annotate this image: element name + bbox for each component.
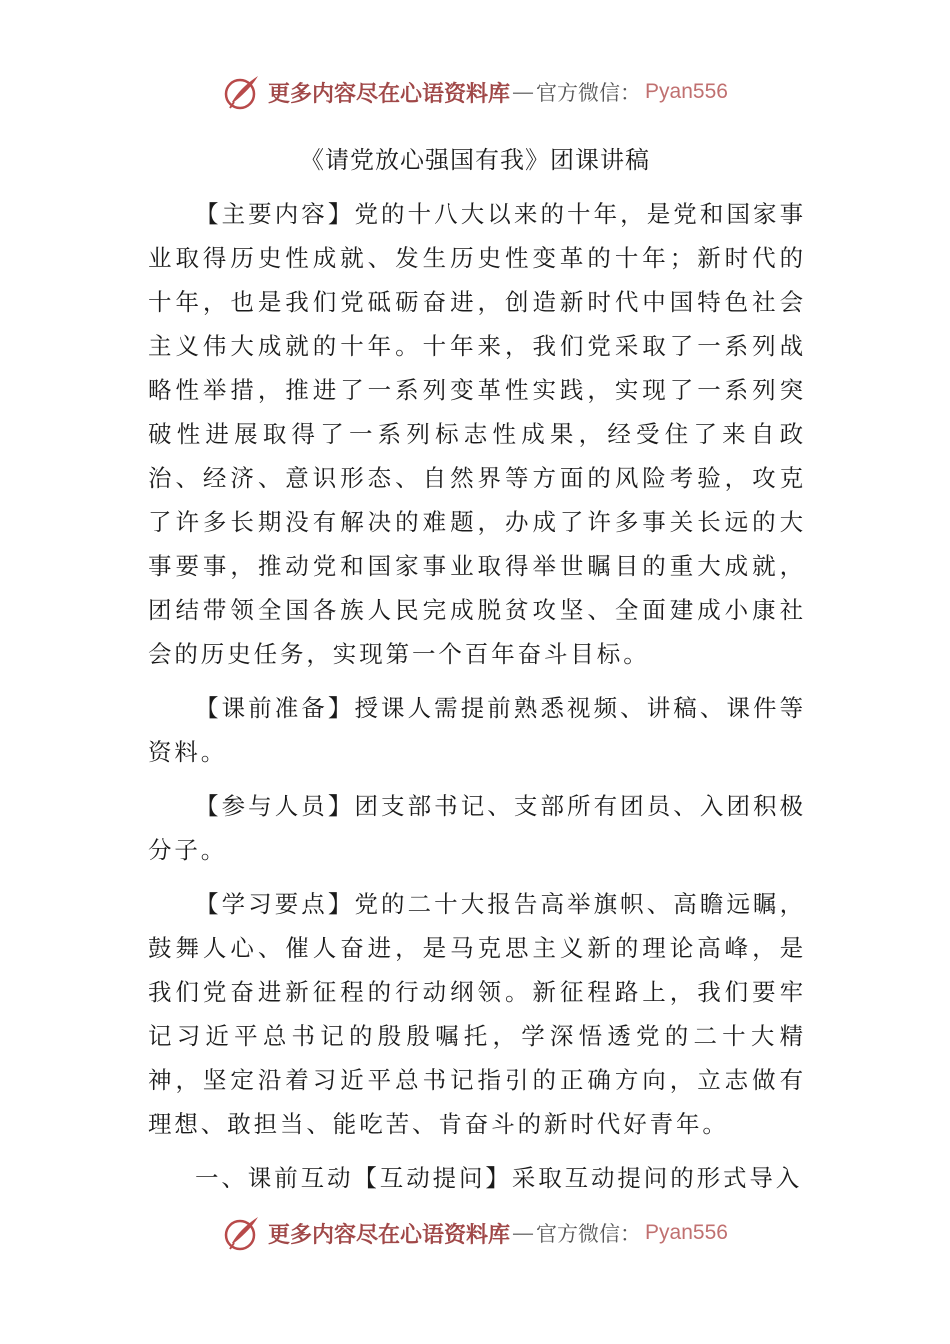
wechat-label: 官方微信： [536, 1222, 642, 1246]
footer-banner [0, 1211, 950, 1255]
paragraph-interaction [148, 1156, 806, 1200]
paragraph-main-content [148, 192, 806, 676]
header-banner [0, 70, 950, 114]
quill-logo-icon [222, 1213, 262, 1253]
section-head: 【课前准备】 [195, 694, 355, 722]
wechat-label: 官方微信： [536, 81, 642, 105]
section-head: 【参与人员】 [195, 792, 355, 820]
paragraph-preparation [148, 686, 806, 774]
section-text: 授课人需提前熟悉视频、讲稿、课件等资料。 [148, 694, 806, 766]
quill-logo-icon [222, 72, 262, 112]
wechat-id: Pyan556 [645, 80, 728, 103]
section-head: 【主要内容】 [195, 200, 355, 228]
section-text: 党的十八大以来的十年，是党和国家事业取得历史性成就、发生历史性变革的十年；新时代的十年，也是我们党砥砺奋进，创造新时代中国特色社会主义伟大成就的十年。十年来，我们党采取了一系列战略性举措，推进了一系列变革性实践，实现了一系列突破性进展取得了一系列标志性成果，经受住了来自政治、经济、意识形态、自然界等方面的风险考验，攻克了许多长期没有解决的难题，办成了许多事关长远的大事要事，推动党和国家事业取得举世瞩目的重大成就，团结带领全国各族人民完成脱贫攻坚、全面建成小康社会的历史任务，实现第一个百年奋斗目标。 [148, 200, 806, 668]
separator: — [512, 1220, 535, 1246]
document-body [148, 192, 806, 1210]
section-head: 一、课前互动【互动提问】 [195, 1164, 512, 1192]
wechat-id: Pyan556 [645, 1221, 728, 1244]
separator: — [512, 79, 535, 105]
brand-text: 更多内容尽在心语资料库 [268, 80, 511, 107]
document-title: 《请党放心强国有我》团课讲稿 [300, 146, 650, 174]
paragraph-participants [148, 784, 806, 872]
section-text: 党的二十大报告高举旗帜、高瞻远瞩，鼓舞人心、催人奋进，是马克思主义新的理论高峰，是我们党奋进新征程的行动纲领。新征程路上，我们要牢记习近平总书记的殷殷嘱托，学深悟透党的二十大精神，坚定沿着习近平总书记指引的正确方向，立志做有理想、敢担当、能吃苦、肯奋斗的新时代好青年。 [148, 890, 806, 1138]
paragraph-key-points [148, 882, 806, 1146]
section-text: 采取互动提问的形式导入 [511, 1164, 803, 1192]
section-text: 团支部书记、支部所有团员、入团积极分子。 [148, 792, 806, 864]
brand-text: 更多内容尽在心语资料库 [268, 1221, 511, 1248]
section-head: 【学习要点】 [195, 890, 355, 918]
